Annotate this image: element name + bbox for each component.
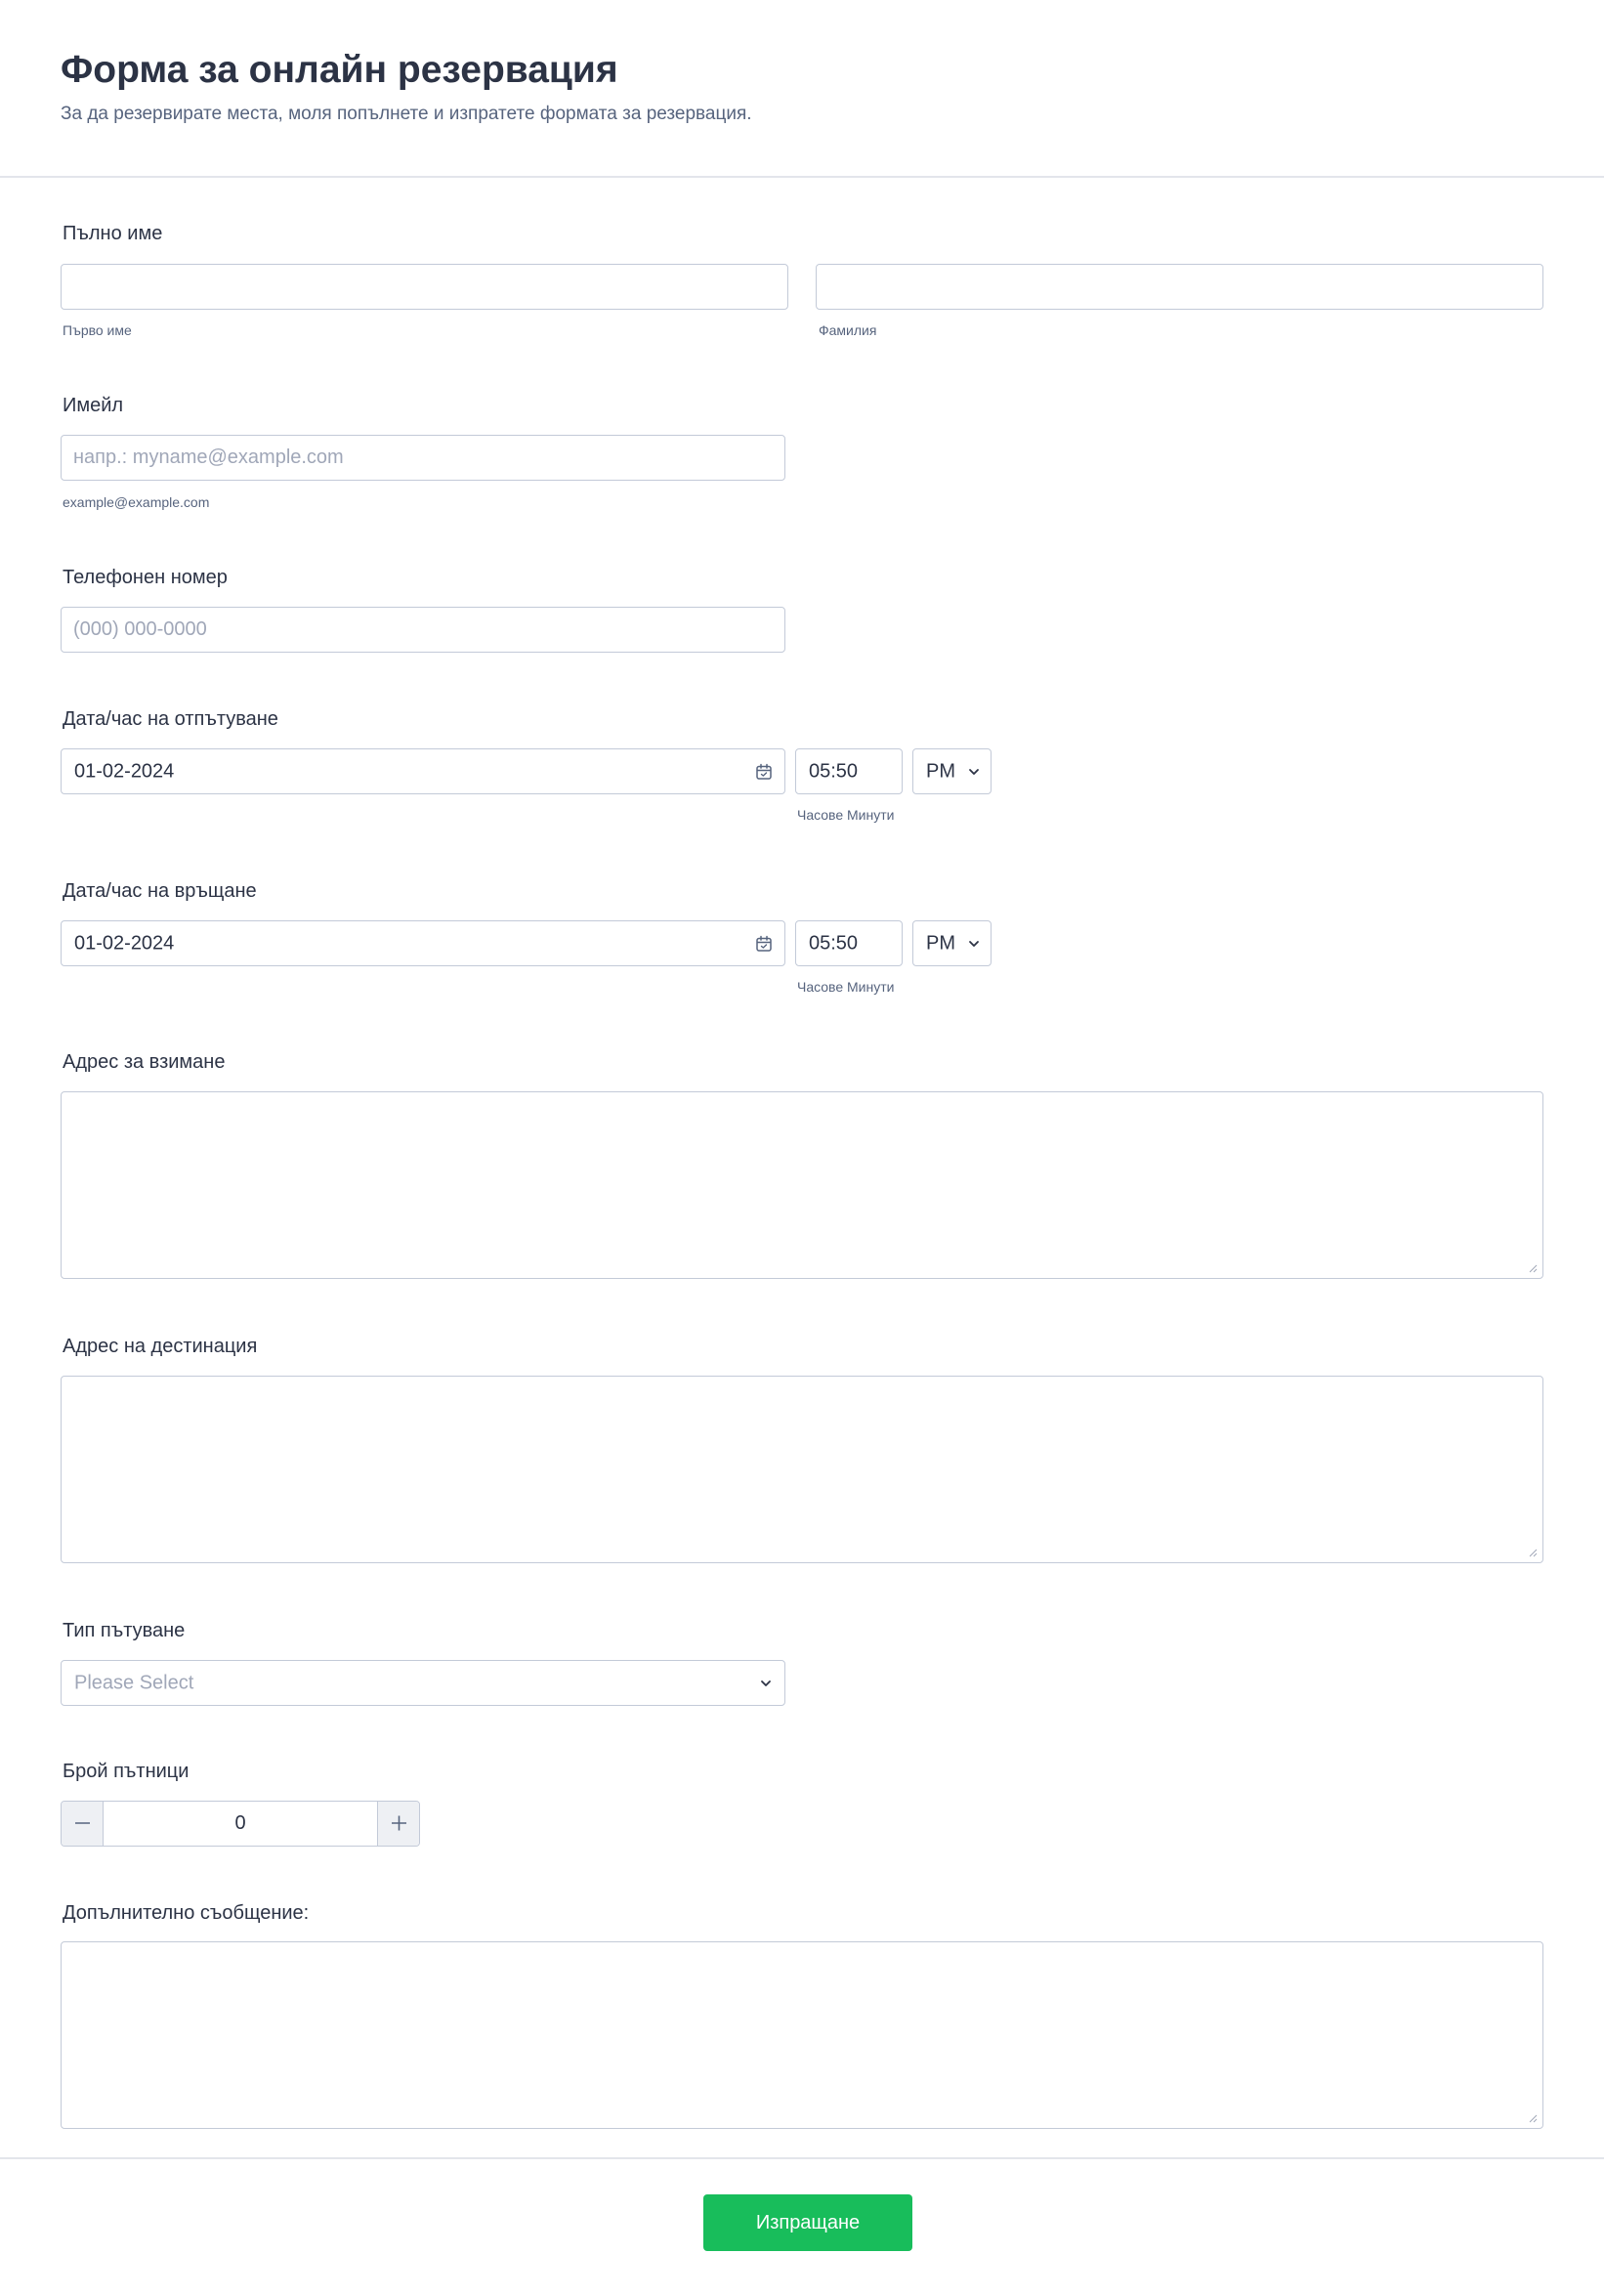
departure-time-value: 05:50 bbox=[809, 760, 859, 782]
return-time-value: 05:50 bbox=[809, 932, 859, 954]
last-name-sublabel: Фамилия bbox=[819, 322, 877, 338]
return-label: Дата/час на връщане bbox=[63, 880, 257, 902]
passengers-label: Брой пътници bbox=[63, 1761, 190, 1782]
decrement-button[interactable] bbox=[62, 1802, 104, 1846]
return-time-input[interactable] bbox=[795, 920, 903, 966]
chevron-down-icon bbox=[967, 765, 981, 779]
passengers-value[interactable]: 0 bbox=[234, 1812, 246, 1834]
last-name-input[interactable] bbox=[816, 264, 1543, 310]
submit-button[interactable]: Изпращане bbox=[703, 2194, 912, 2251]
trip-type-label: Тип пътуване bbox=[63, 1620, 186, 1641]
resize-grip-icon[interactable] bbox=[1528, 1548, 1538, 1557]
departure-date-value: 01-02-2024 bbox=[74, 760, 175, 782]
plus-icon bbox=[378, 1802, 420, 1845]
return-date-value: 01-02-2024 bbox=[74, 932, 175, 954]
phone-field[interactable] bbox=[61, 607, 785, 653]
first-name-sublabel: Първо име bbox=[63, 322, 132, 338]
increment-button[interactable] bbox=[377, 1802, 419, 1846]
chevron-down-icon bbox=[759, 1677, 773, 1690]
departure-ampm-value: PM bbox=[926, 760, 955, 782]
destination-address-label: Адрес на дестинация bbox=[63, 1336, 258, 1357]
calendar-icon[interactable] bbox=[755, 763, 773, 781]
departure-label: Дата/час на отпътуване bbox=[63, 708, 278, 730]
calendar-icon[interactable] bbox=[755, 935, 773, 953]
departure-ampm-select[interactable] bbox=[912, 748, 992, 794]
chevron-down-icon bbox=[967, 937, 981, 951]
return-time-sublabel: Часове Минути bbox=[797, 979, 895, 995]
trip-type-placeholder: Please Select bbox=[74, 1672, 194, 1693]
email-field[interactable] bbox=[61, 435, 785, 481]
return-date-input[interactable] bbox=[61, 920, 785, 966]
minus-icon bbox=[62, 1802, 104, 1845]
form-footer bbox=[0, 2157, 1604, 2296]
first-name-input[interactable] bbox=[61, 264, 788, 310]
return-ampm-select[interactable] bbox=[912, 920, 992, 966]
destination-address-textarea[interactable] bbox=[61, 1376, 1543, 1563]
pickup-address-textarea[interactable] bbox=[61, 1091, 1543, 1279]
message-label: Допълнително съобщение: bbox=[63, 1902, 310, 1924]
resize-grip-icon[interactable] bbox=[1528, 1263, 1538, 1273]
departure-time-sublabel: Часове Минути bbox=[797, 807, 895, 823]
email-label: Имейл bbox=[63, 395, 124, 416]
resize-grip-icon[interactable] bbox=[1528, 2113, 1538, 2123]
form-title: Форма за онлайн резервация bbox=[61, 49, 618, 91]
email-sublabel: example@example.com bbox=[63, 494, 210, 510]
message-textarea[interactable] bbox=[61, 1941, 1543, 2129]
full-name-label: Пълно име bbox=[63, 223, 163, 244]
form-subtitle: За да резервирате места, моля попълнете и изпратете формата за резервация. bbox=[61, 104, 752, 124]
return-ampm-value: PM bbox=[926, 932, 955, 954]
trip-type-select[interactable] bbox=[61, 1660, 785, 1706]
form-header bbox=[0, 0, 1604, 178]
departure-date-input[interactable] bbox=[61, 748, 785, 794]
passengers-stepper[interactable] bbox=[61, 1801, 420, 1847]
pickup-address-label: Адрес за взимане bbox=[63, 1051, 226, 1073]
phone-label: Телефонен номер bbox=[63, 567, 228, 588]
departure-time-input[interactable] bbox=[795, 748, 903, 794]
